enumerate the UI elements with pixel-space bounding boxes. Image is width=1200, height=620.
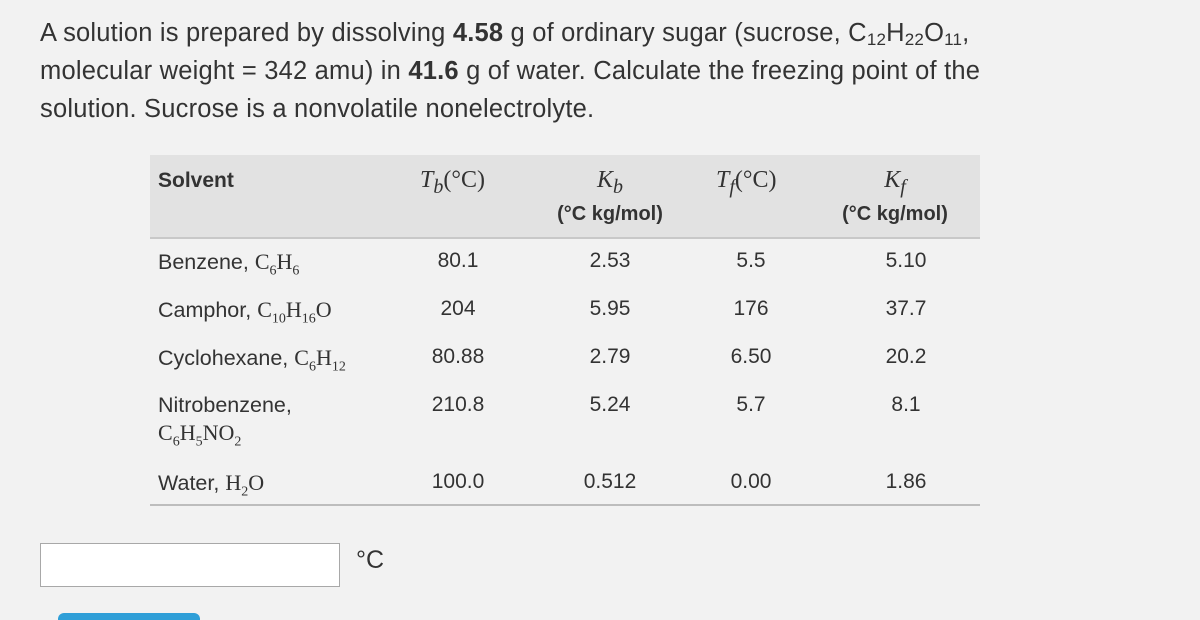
formula-element: NO xyxy=(202,420,235,445)
header-tb xyxy=(420,167,485,199)
header-symbol: T xyxy=(420,167,434,193)
formula-subscript: 5 xyxy=(195,434,203,450)
header-unit-inline: (°C) xyxy=(734,167,777,193)
solvent-name-text: Water, xyxy=(158,471,226,495)
table-cell-tb: 100.0 xyxy=(431,470,485,493)
formula-element: O xyxy=(248,470,265,495)
table-cell-kb: 0.512 xyxy=(583,470,637,493)
solute-mass: 4.58 xyxy=(452,19,504,47)
question-text-segment: molecular weight = 342 amu) in xyxy=(40,57,409,85)
formula-element: C xyxy=(257,297,272,322)
formula-element: H xyxy=(315,345,332,370)
table-cell-kb: 5.95 xyxy=(589,297,631,320)
question-text-segment: A solution is prepared by dissolving xyxy=(40,19,453,47)
table-cell-tf: 5.5 xyxy=(736,249,766,272)
question-text xyxy=(40,14,1160,128)
question-line-3: solution. Sucrose is a nonvolatile nonelectrolyte. xyxy=(40,95,595,123)
header-symbol: T xyxy=(716,167,730,193)
formula-element: H xyxy=(276,249,293,274)
header-symbol: K xyxy=(884,167,901,193)
table-cell-tf: 5.7 xyxy=(736,393,766,416)
formula-subscript: 10 xyxy=(271,311,286,327)
solvent-mass: 41.6 xyxy=(408,57,459,85)
table-cell-kf: 5.10 xyxy=(885,249,927,272)
table-row-solvent-name xyxy=(158,470,264,500)
formula-subscript: 11 xyxy=(944,30,963,49)
header-symbol: K xyxy=(596,167,613,193)
header-kb xyxy=(530,167,690,226)
solvent-formula xyxy=(225,470,265,500)
formula-subscript: 22 xyxy=(904,30,925,49)
header-subscript: f xyxy=(729,175,735,198)
formula-element: O xyxy=(924,19,945,47)
header-kf xyxy=(815,167,975,226)
formula-subscript: 12 xyxy=(331,359,346,375)
submit-button[interactable] xyxy=(58,613,200,620)
formula-element: H xyxy=(886,19,905,47)
table-row-solvent-name xyxy=(158,249,299,279)
formula-element: H xyxy=(179,420,196,445)
header-subscript: b xyxy=(613,175,623,198)
table-cell-tb: 80.88 xyxy=(431,345,485,368)
formula-element: C xyxy=(254,249,270,274)
table-cell-tf: 6.50 xyxy=(730,345,772,368)
table-cell-tb: 80.1 xyxy=(437,249,479,272)
table-cell-kb: 5.24 xyxy=(589,393,631,416)
solvent-name-text: Cyclohexane, xyxy=(158,346,295,370)
question-text-segment: , xyxy=(962,19,970,47)
solvent-name-text: Nitrobenzene, xyxy=(158,393,292,417)
solvent-constants-table xyxy=(150,155,980,506)
answer-unit-label: °C xyxy=(356,546,385,574)
header-unit-inline: (°C) xyxy=(443,167,485,193)
solvent-formula xyxy=(257,297,332,327)
solvent-formula xyxy=(158,420,292,450)
table-row-solvent-name xyxy=(158,345,346,375)
formula-subscript: 2 xyxy=(234,434,242,450)
table-row-solvent-name xyxy=(158,297,332,327)
header-unit: (°C kg/mol) xyxy=(842,202,948,225)
formula-element: O xyxy=(315,297,332,322)
answer-input-box[interactable] xyxy=(40,543,340,587)
table-cell-kf: 20.2 xyxy=(885,345,927,368)
question-text-segment: g of ordinary sugar (sucrose, C xyxy=(503,19,867,47)
table-cell-kf: 8.1 xyxy=(891,393,921,416)
table-cell-tb: 210.8 xyxy=(431,393,485,416)
table-body xyxy=(150,239,980,506)
header-subscript: b xyxy=(433,175,444,198)
solvent-name-text: Camphor, xyxy=(158,298,258,322)
table-header xyxy=(150,155,980,239)
freezing-point-input[interactable] xyxy=(41,544,339,586)
formula-subscript: 16 xyxy=(301,311,316,327)
formula-subscript: 6 xyxy=(292,263,300,279)
header-solvent: Solvent xyxy=(158,169,234,192)
formula-subscript: 12 xyxy=(866,30,887,49)
header-tf xyxy=(716,167,777,199)
table-row-solvent-name xyxy=(158,393,292,450)
formula-subscript: 6 xyxy=(269,263,277,279)
table-cell-kb: 2.79 xyxy=(589,345,631,368)
question-text-segment: g of water. Calculate the freezing point of the xyxy=(458,57,981,85)
table-cell-tb: 204 xyxy=(440,297,476,320)
formula-subscript: 6 xyxy=(172,434,180,450)
solvent-name-text: Benzene, xyxy=(158,250,255,274)
formula-subscript: 2 xyxy=(241,484,249,500)
table-cell-tf: 0.00 xyxy=(730,470,772,493)
table-cell-tf: 176 xyxy=(733,297,769,320)
formula-element: C xyxy=(294,345,309,370)
table-cell-kf: 37.7 xyxy=(885,297,927,320)
question-line-1 xyxy=(40,14,1160,52)
header-unit: (°C kg/mol) xyxy=(557,202,663,225)
header-subscript: f xyxy=(900,175,906,198)
solvent-formula xyxy=(294,345,346,375)
solvent-formula xyxy=(254,249,300,279)
formula-element: C xyxy=(158,420,173,445)
question-line-2 xyxy=(40,52,1160,90)
table-cell-kb: 2.53 xyxy=(589,249,631,272)
formula-element: H xyxy=(225,470,242,495)
table-cell-kf: 1.86 xyxy=(885,470,927,493)
formula-element: H xyxy=(285,297,302,322)
formula-subscript: 6 xyxy=(308,359,316,375)
